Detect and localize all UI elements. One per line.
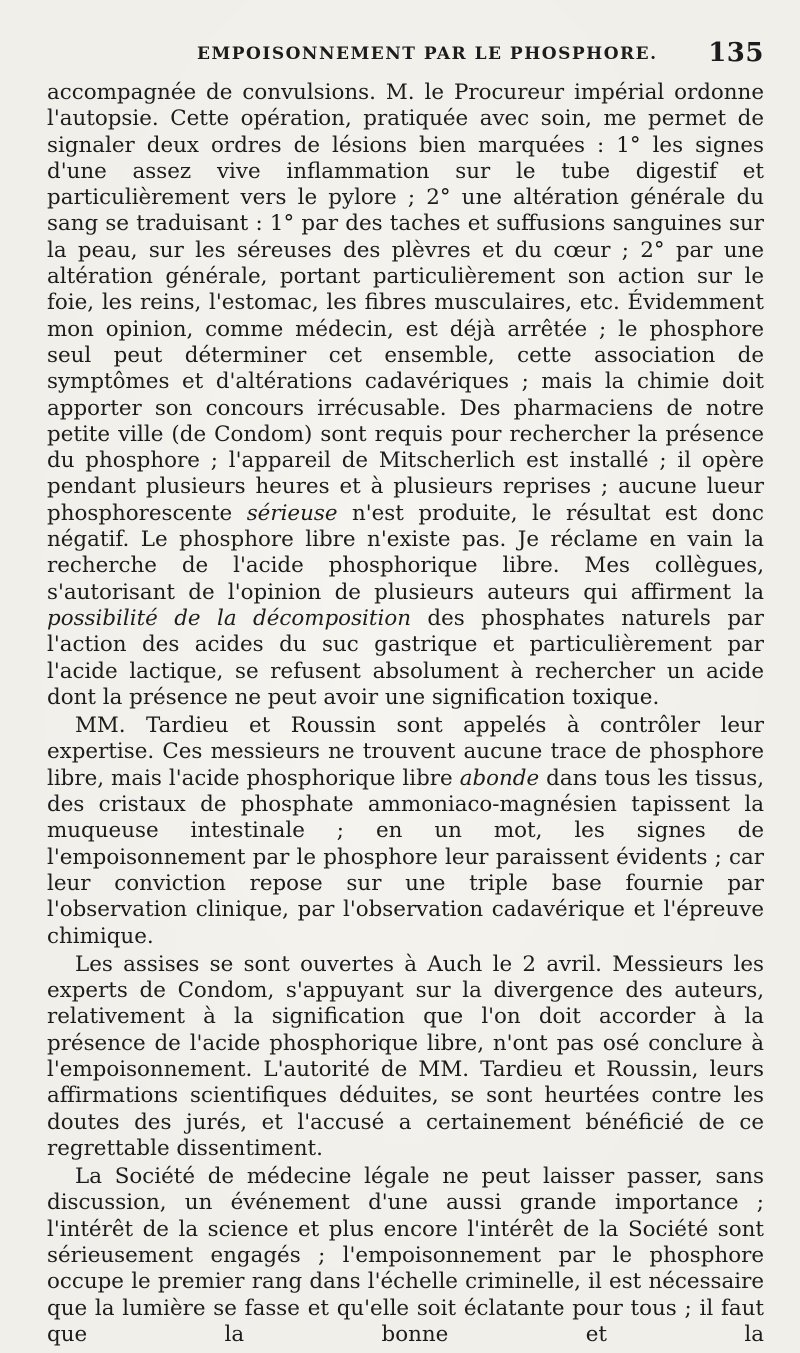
text-run: Les assises se sont ouvertes à Auch le 2 avril. Messieurs les experts de Condom, s'appuyant sur la divergence des auteurs, relativement à la signification que l'on doit accorder à la présence de l'acide phosphorique libre, n'ont pas osé conclure à l'empoisonnement. L'autorité de MM. Tardieu et Roussin, leurs affirmations scientifiques déduites, se sont heurtées contre les doutes des jurés, et l'accusé a certainement bénéficié de ce regrettable dissentiment. — [47, 951, 764, 1161]
running-title: EMPOISONNEMENT PAR LE PHOSPHORE. — [197, 44, 658, 64]
text-run: La Société de médecine légale ne peut laisser passer, sans discussion, un événement d'une aussi grande importance ; l'intérêt de la science et plus encore l'intérêt de la Société sont sérieusement engagés ; l'empoisonnement par le phosphore occupe le premier rang dans l'échelle criminelle, il est nécessaire que la lumière se fasse et qu'elle soit éclatante pour tous ; il faut que la bonne et la — [47, 1164, 764, 1347]
page-number: 135 — [708, 38, 764, 68]
text-run: dans tous les tissus, des cristaux de phosphate ammoniaco-magnésien tapissent la muqueuse intestinale ; en un mot, les signes de l'empoisonnement par le phosphore leur paraissent évidents ; car leur conviction repose sur une triple base fournie par l'observation clinique, par l'observation cadavérique et l'épreuve chimique. — [47, 765, 764, 949]
paragraph — [47, 80, 764, 711]
text-run: des phosphates naturels par l'action des acides du suc gastrique et particulièrement par l'acide lactique, se refusent absolument à rechercher un acide dont la présence ne peut avoir une signification toxique. — [47, 605, 764, 710]
running-head — [47, 38, 764, 76]
paragraph — [47, 713, 764, 950]
emphasis-text: sérieuse — [246, 500, 338, 526]
emphasis-text: possibilité de la décomposition — [47, 605, 411, 631]
text-run: accompagnée de convulsions. M. le Procureur impérial ordonne l'autopsie. Cette opération, pratiquée avec soin, me permet de signaler deux ordres de lésions bien marquées : 1° les signes d'une assez vive inflammation sur le tube digestif et particulièrement vers le pylore ; 2° une altération générale du sang se traduisant : 1° par des taches et suffusions sanguines sur la peau, sur les séreuses des plèvres et du cœur ; 2° par une altération générale, portant particulièrement son action sur le foie, les reins, l'estomac, les fibres musculaires, etc. Évidemment mon opinion, comme médecin, est déjà arrêtée ; le phosphore seul peut déterminer cet ensemble, cette association de symptômes et d'altérations cadavériques ; mais la chimie doit apporter son concours irrécusable. Des pharmaciens de notre petite ville (de Condom) sont requis pour rechercher la présence du phosphore ; l'appareil de Mitscherlich est installé ; il opère pendant plusieurs heures et à plusieurs reprises ; aucune lueur phosphorescente — [47, 80, 764, 526]
text-run: n'est produite, le résultat est donc négatif. Le phosphore libre n'existe pas. Je réclame en vain la recherche de l'acide phosphorique libre. Mes collègues, s'autorisant de l'opinion de plusieurs auteurs qui affirment la — [47, 500, 764, 605]
paragraph — [47, 952, 764, 1162]
text-run: MM. Tardieu et Roussin sont appelés à contrôler leur expertise. Ces messieurs ne trouvent aucune trace de phosphore libre, mais l'acide phosphorique libre — [47, 713, 764, 791]
emphasis-text: abonde — [459, 765, 540, 791]
body-text — [47, 80, 764, 1348]
paragraph — [47, 1164, 764, 1348]
